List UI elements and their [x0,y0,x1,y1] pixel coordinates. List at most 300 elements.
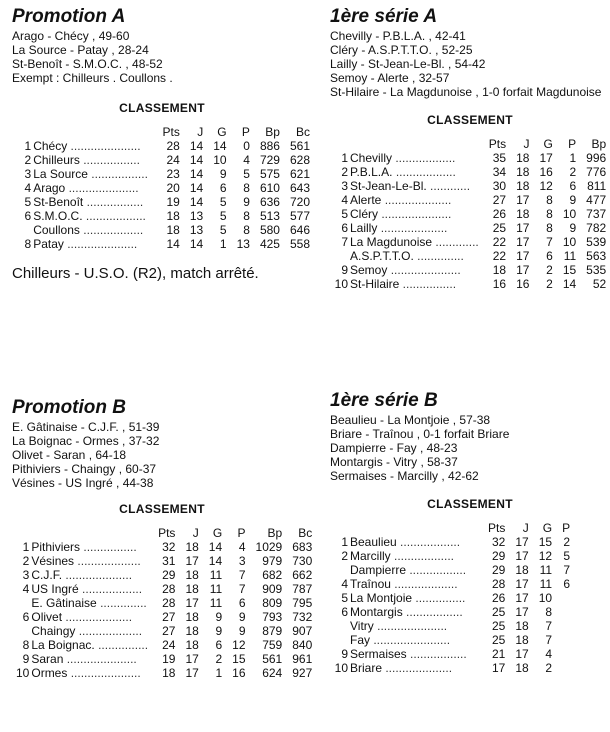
leader-dots: ............... [412,591,466,605]
leader-dots: .................. [78,582,143,596]
stat-cell-pts: 17 [491,661,506,675]
stat-cell-pts: 19 [166,195,180,209]
leader-dots: ..................... [378,207,452,221]
team-name: S.M.O.C. [33,209,83,223]
stat-cell-j: 17 [185,554,199,568]
stat-cell-bp: 575 [259,167,280,181]
stat-cell-g: 11 [539,577,553,591]
stat-cell-pts: 26 [491,591,506,605]
stat-cell-pts: 18 [166,209,180,223]
team-name: Marcilly [350,549,391,563]
stat-cell-bp: 624 [262,666,283,680]
team-name: Alerte [350,193,382,207]
stat-cell-p: 2 [563,535,571,549]
rank-cell: 3 [24,167,32,181]
stat-cell-bc: 720 [289,195,310,209]
stat-cell-j: 14 [189,167,204,181]
stat-cell-j: 13 [189,209,204,223]
stat-cell-g: 6 [219,181,227,195]
stat-cell-p: 8 [243,181,250,195]
team-name: A.S.P.T.T.O. [350,249,414,263]
stat-cell-j: 18 [185,610,199,624]
team-cell [350,179,481,193]
stat-cell-j: 17 [516,263,530,277]
stat-cell-j: 14 [189,153,204,167]
team-name: Coullons [33,223,80,237]
table-row [22,153,312,167]
table-row [16,652,314,666]
column-header: G [212,526,223,540]
team-cell [31,540,150,554]
team-name: Olivet [31,610,63,624]
team-cell [350,193,481,207]
team-name: C.J.F. [31,568,63,582]
stat-cell-g: 11 [209,568,223,582]
leader-dots: .............. [413,249,464,263]
stat-cell-p: 14 [562,277,577,291]
section-title: 1ère série B [330,390,438,411]
rank-cell: 1 [24,139,32,153]
stat-cell-p: 7 [238,582,246,596]
rank-cell: 9 [341,647,348,661]
result-line: Beaulieu - La Montjoie , 57-38 [330,413,491,427]
rank-cell: 6 [341,605,348,619]
result-line: Pithiviers - Chaingy , 60-37 [12,462,157,476]
leader-dots: .................. [79,223,144,237]
stat-cell-g: 8 [545,605,553,619]
stat-cell-p: 15 [232,652,246,666]
stat-cell-bp: 52 [592,277,607,291]
result-line: Montargis - Vitry , 58-37 [330,455,458,469]
rank-cell: 5 [341,207,348,221]
stat-cell-j: 18 [515,633,529,647]
stat-cell-pts: 19 [162,652,176,666]
stat-cell-p: 4 [238,540,246,554]
team-name: La Montjoie [350,591,413,605]
rank-cell: 3 [341,179,348,193]
stat-cell-pts: 30 [492,179,507,193]
stat-cell-p [554,647,572,661]
column-header: Pts [162,125,180,139]
leader-dots: .................... [62,568,133,582]
stat-cell-j: 18 [516,165,530,179]
stat-cell-bp: 477 [586,193,607,207]
stat-cell-g: 5 [219,195,227,209]
results-list [12,29,312,85]
stat-cell-pts: 21 [491,647,506,661]
section-promotion-b [12,397,312,680]
table-row [334,647,572,661]
table-row [22,237,312,251]
stat-cell-bp: 610 [259,181,280,195]
stat-cell-p: 6 [563,577,571,591]
result-line: Dampierre - Fay , 48-23 [330,441,458,455]
stat-cell-j: 17 [515,605,529,619]
leader-dots: ................... [74,554,141,568]
stat-cell-bp: 996 [586,151,607,165]
rank-cell: 6 [22,610,30,624]
team-cell [31,554,150,568]
team-cell [350,619,480,633]
stat-cell-g: 5 [219,223,227,237]
result-line: Exempt : Chilleurs . Coullons . [12,71,173,85]
stat-cell-g: 7 [545,619,553,633]
team-name: St-Benoît [33,195,84,209]
stat-cell-j: 18 [185,624,199,638]
stat-cell-j: 14 [189,181,204,195]
stat-cell-g: 4 [545,647,553,661]
rank-cell: 2 [22,554,30,568]
team-cell [350,535,480,549]
result-line: St-Hilaire - La Magdunoise , 1-0 forfait Magdunoise [330,85,602,99]
stat-cell-pts: 22 [492,249,507,263]
team-cell [350,577,480,591]
team-name: US Ingré [31,582,79,596]
stat-cell-bp: 513 [259,209,280,223]
stat-cell-p: 11 [563,249,577,263]
rank-cell: 10 [16,666,30,680]
leader-dots: .................... [382,661,453,675]
stat-cell-pts: 24 [166,153,180,167]
result-line: Vésines - US Ingré , 44-38 [12,476,154,490]
team-cell [31,666,150,680]
header-blank [350,137,481,151]
table-row [334,661,572,675]
table-row [22,195,312,209]
leader-dots: .................... [381,193,452,207]
rank-cell: 2 [24,153,32,167]
leader-dots: ............ [426,179,471,193]
team-cell [33,167,154,181]
results-list [330,29,602,99]
stat-cell-j: 18 [516,179,530,193]
team-name: Patay [33,237,64,251]
stat-cell-j: 17 [516,235,530,249]
team-name: Dampierre [350,563,407,577]
team-name: La Boignac. [31,638,95,652]
team-cell [31,638,150,652]
stat-cell-bp: 809 [262,596,283,610]
stat-cell-pts: 24 [162,638,176,652]
column-header: J [523,137,530,151]
section-serie-a [330,6,610,291]
team-cell [350,591,480,605]
stat-cell-bc: 787 [292,582,313,596]
rank-cell: 4 [22,582,30,596]
stat-cell-bc: 732 [292,610,313,624]
stat-cell-bc: 683 [292,540,313,554]
stat-cell-g: 14 [208,554,223,568]
rank-cell: 4 [341,193,348,207]
section-title: 1ère série A [330,6,438,27]
rank-cell: 5 [341,591,348,605]
column-header: Bp [591,137,607,151]
stat-cell-bp: 425 [259,237,280,251]
table-row [334,263,608,277]
stat-cell-bp: 561 [262,652,283,666]
stat-cell-pts: 20 [166,181,180,195]
team-name: Chevilly [350,151,393,165]
stat-cell-bp: 879 [262,624,283,638]
stat-cell-pts: 28 [162,596,176,610]
table-row [334,633,572,647]
stat-cell-bc: 662 [292,568,313,582]
leader-dots: ................ [399,277,457,291]
stat-cell-p: 16 [232,666,246,680]
stat-cell-pts: 18 [166,223,180,237]
stat-cell-j: 18 [185,638,199,652]
stat-cell-g: 2 [545,661,553,675]
result-line: Sermaises - Marcilly , 42-62 [330,469,479,483]
stat-cell-p [554,619,572,633]
leader-dots: ..................... [63,652,137,666]
table-row [22,209,312,223]
table-row [334,165,608,179]
table-row [16,638,314,652]
stat-cell-bp: 535 [586,263,607,277]
table-row [334,591,572,605]
stat-cell-pts: 25 [491,633,506,647]
leader-dots: ..................... [373,619,448,633]
team-name: Pithiviers [31,540,81,554]
classement-heading: CLASSEMENT [427,497,513,511]
rank-cell [334,249,350,263]
stat-cell-j: 14 [189,195,204,209]
result-line: Chevilly - P.B.L.A. , 42-41 [330,29,466,43]
team-name: Chilleurs [33,153,80,167]
team-cell [350,605,480,619]
header-blank [334,137,350,151]
team-cell [350,207,481,221]
rank-cell [16,624,31,638]
table-row [334,563,572,577]
stat-cell-j: 14 [189,139,204,153]
team-name: E. Gâtinaise [31,596,97,610]
table-row [334,619,572,633]
team-name: Lailly [350,221,378,235]
stat-cell-g: 6 [546,249,553,263]
table-row [22,167,312,181]
stat-cell-pts: 28 [491,577,506,591]
stat-cell-g: 1 [219,237,227,251]
leader-dots: ................... [390,577,458,591]
team-cell [33,153,154,167]
stat-cell-pts: 27 [492,193,507,207]
stat-cell-bp: 811 [587,179,607,193]
stat-cell-p: 6 [569,179,577,193]
header-blank [31,526,150,540]
table-row [334,221,608,235]
section-title: Promotion A [12,6,126,27]
team-name: P.B.L.A. [350,165,393,179]
table-row [334,151,608,165]
team-cell [31,582,150,596]
rank-cell [334,633,350,647]
leader-dots: ..................... [65,181,139,195]
stat-cell-j: 18 [515,563,529,577]
stat-cell-p: 5 [563,549,571,563]
stat-cell-g: 11 [209,596,223,610]
stat-cell-p [554,605,572,619]
stat-cell-pts: 32 [491,535,506,549]
leader-dots: ..................... [67,139,141,153]
stat-cell-g: 1 [215,666,223,680]
rank-cell [16,596,31,610]
stat-cell-bp: 909 [262,582,283,596]
stat-cell-g: 2 [546,263,553,277]
stat-cell-j: 17 [515,535,529,549]
result-line: St-Benoît - S.M.O.C. , 48-52 [12,57,163,71]
rank-cell: 7 [341,235,348,249]
stat-cell-p: 4 [243,153,250,167]
results-list [12,420,312,490]
team-name: Montargis [350,605,403,619]
rank-cell: 1 [341,535,348,549]
table-header-row [334,137,608,151]
team-name: La Source [33,167,88,181]
team-cell [33,209,154,223]
stat-cell-p: 7 [563,563,571,577]
stat-cell-bp: 776 [586,165,607,179]
rank-cell: 9 [341,263,348,277]
stat-cell-p: 10 [562,207,577,221]
stat-cell-g: 16 [539,165,553,179]
team-cell [350,221,481,235]
header-blank [334,521,350,535]
stat-cell-g: 8 [546,207,553,221]
section-serie-b [330,390,610,675]
leader-dots: ....................... [370,633,451,647]
rank-cell: 1 [341,151,348,165]
rank-cell: 2 [341,165,348,179]
stat-cell-p: 10 [562,235,577,249]
standings-table [16,526,314,680]
stat-cell-p: 0 [243,139,250,153]
stat-cell-bp: 979 [262,554,283,568]
column-header: Pts [158,526,176,540]
leader-dots: ..................... [67,666,141,680]
leader-dots: ............. [432,235,479,249]
stat-cell-pts: 29 [491,549,506,563]
result-line: Cléry - A.S.P.T.T.O. , 52-25 [330,43,473,57]
result-line: Lailly - St-Jean-Le-Bl. , 54-42 [330,57,486,71]
header-blank [16,526,31,540]
column-header: Pts [488,521,506,535]
stat-cell-p: 8 [243,223,250,237]
stat-cell-g: 10 [213,153,227,167]
team-cell [31,624,150,638]
classement-heading: CLASSEMENT [119,101,205,115]
team-name: Saran [31,652,64,666]
rank-cell: 6 [341,221,348,235]
table-row [334,577,572,591]
team-cell [33,139,154,153]
standings-table [22,125,312,251]
stat-cell-p: 8 [243,209,250,223]
stat-cell-j: 18 [515,619,529,633]
rank-cell: 9 [22,652,30,666]
leader-dots: ............... [94,638,149,652]
leader-dots: ..................... [387,263,461,277]
column-header: P [568,137,577,151]
stat-cell-j: 17 [515,647,529,661]
team-name: La Magdunoise [350,235,433,249]
column-header: P [562,521,571,535]
leader-dots: .................. [392,151,456,165]
stat-cell-j: 17 [516,221,530,235]
stat-cell-bc: 927 [292,666,313,680]
stat-cell-pts: 16 [492,277,507,291]
rank-cell: 4 [341,577,348,591]
table-row [334,605,572,619]
team-cell [350,151,481,165]
header-blank [22,125,33,139]
team-cell [350,249,481,263]
stat-cell-pts: 18 [492,263,507,277]
stat-cell-bp: 539 [586,235,607,249]
stat-cell-bc: 558 [289,237,310,251]
column-header: J [522,521,529,535]
team-cell [350,549,480,563]
stat-cell-pts: 18 [162,666,176,680]
team-cell [350,633,480,647]
stat-cell-pts: 35 [492,151,507,165]
table-row [16,568,314,582]
stat-cell-pts: 26 [492,207,507,221]
result-line: Arago - Chécy , 49-60 [12,29,130,43]
stat-cell-p: 9 [569,221,577,235]
stat-cell-j: 18 [185,568,199,582]
stat-cell-bc: 646 [289,223,310,237]
stat-cell-bc: 621 [289,167,310,181]
team-cell [33,237,154,251]
table-header-row [22,125,312,139]
column-header: Bp [265,125,280,139]
stat-cell-j: 13 [189,223,204,237]
leader-dots: .................. [392,165,456,179]
stat-cell-g: 7 [546,235,553,249]
table-row [334,235,608,249]
stat-cell-bp: 563 [586,249,607,263]
stat-cell-p [554,591,572,605]
rank-cell: 8 [24,237,32,251]
stat-cell-p: 6 [238,596,246,610]
stat-cell-j: 18 [515,661,529,675]
stat-cell-bp: 886 [259,139,280,153]
stat-cell-g: 9 [219,167,227,181]
match-note: Chilleurs - U.S.O. (R2), match arrêté. [12,265,259,282]
stat-cell-g: 2 [546,277,553,291]
team-name: Ormes [31,666,68,680]
team-cell [350,235,481,249]
stat-cell-bp: 729 [259,153,280,167]
results-list [330,413,610,483]
stat-cell-j: 17 [516,249,530,263]
table-row [16,666,314,680]
stat-cell-g: 17 [539,151,553,165]
stat-cell-g: 7 [545,633,553,647]
stat-cell-p: 12 [232,638,246,652]
rank-cell: 5 [24,195,32,209]
column-header: J [192,526,199,540]
table-row [334,549,572,563]
stat-cell-bp: 737 [586,207,607,221]
result-line: La Source - Patay , 28-24 [12,43,149,57]
stat-cell-j: 18 [516,151,530,165]
rank-cell: 6 [24,209,32,223]
stat-cell-pts: 25 [491,619,506,633]
rank-cell: 2 [341,549,348,563]
